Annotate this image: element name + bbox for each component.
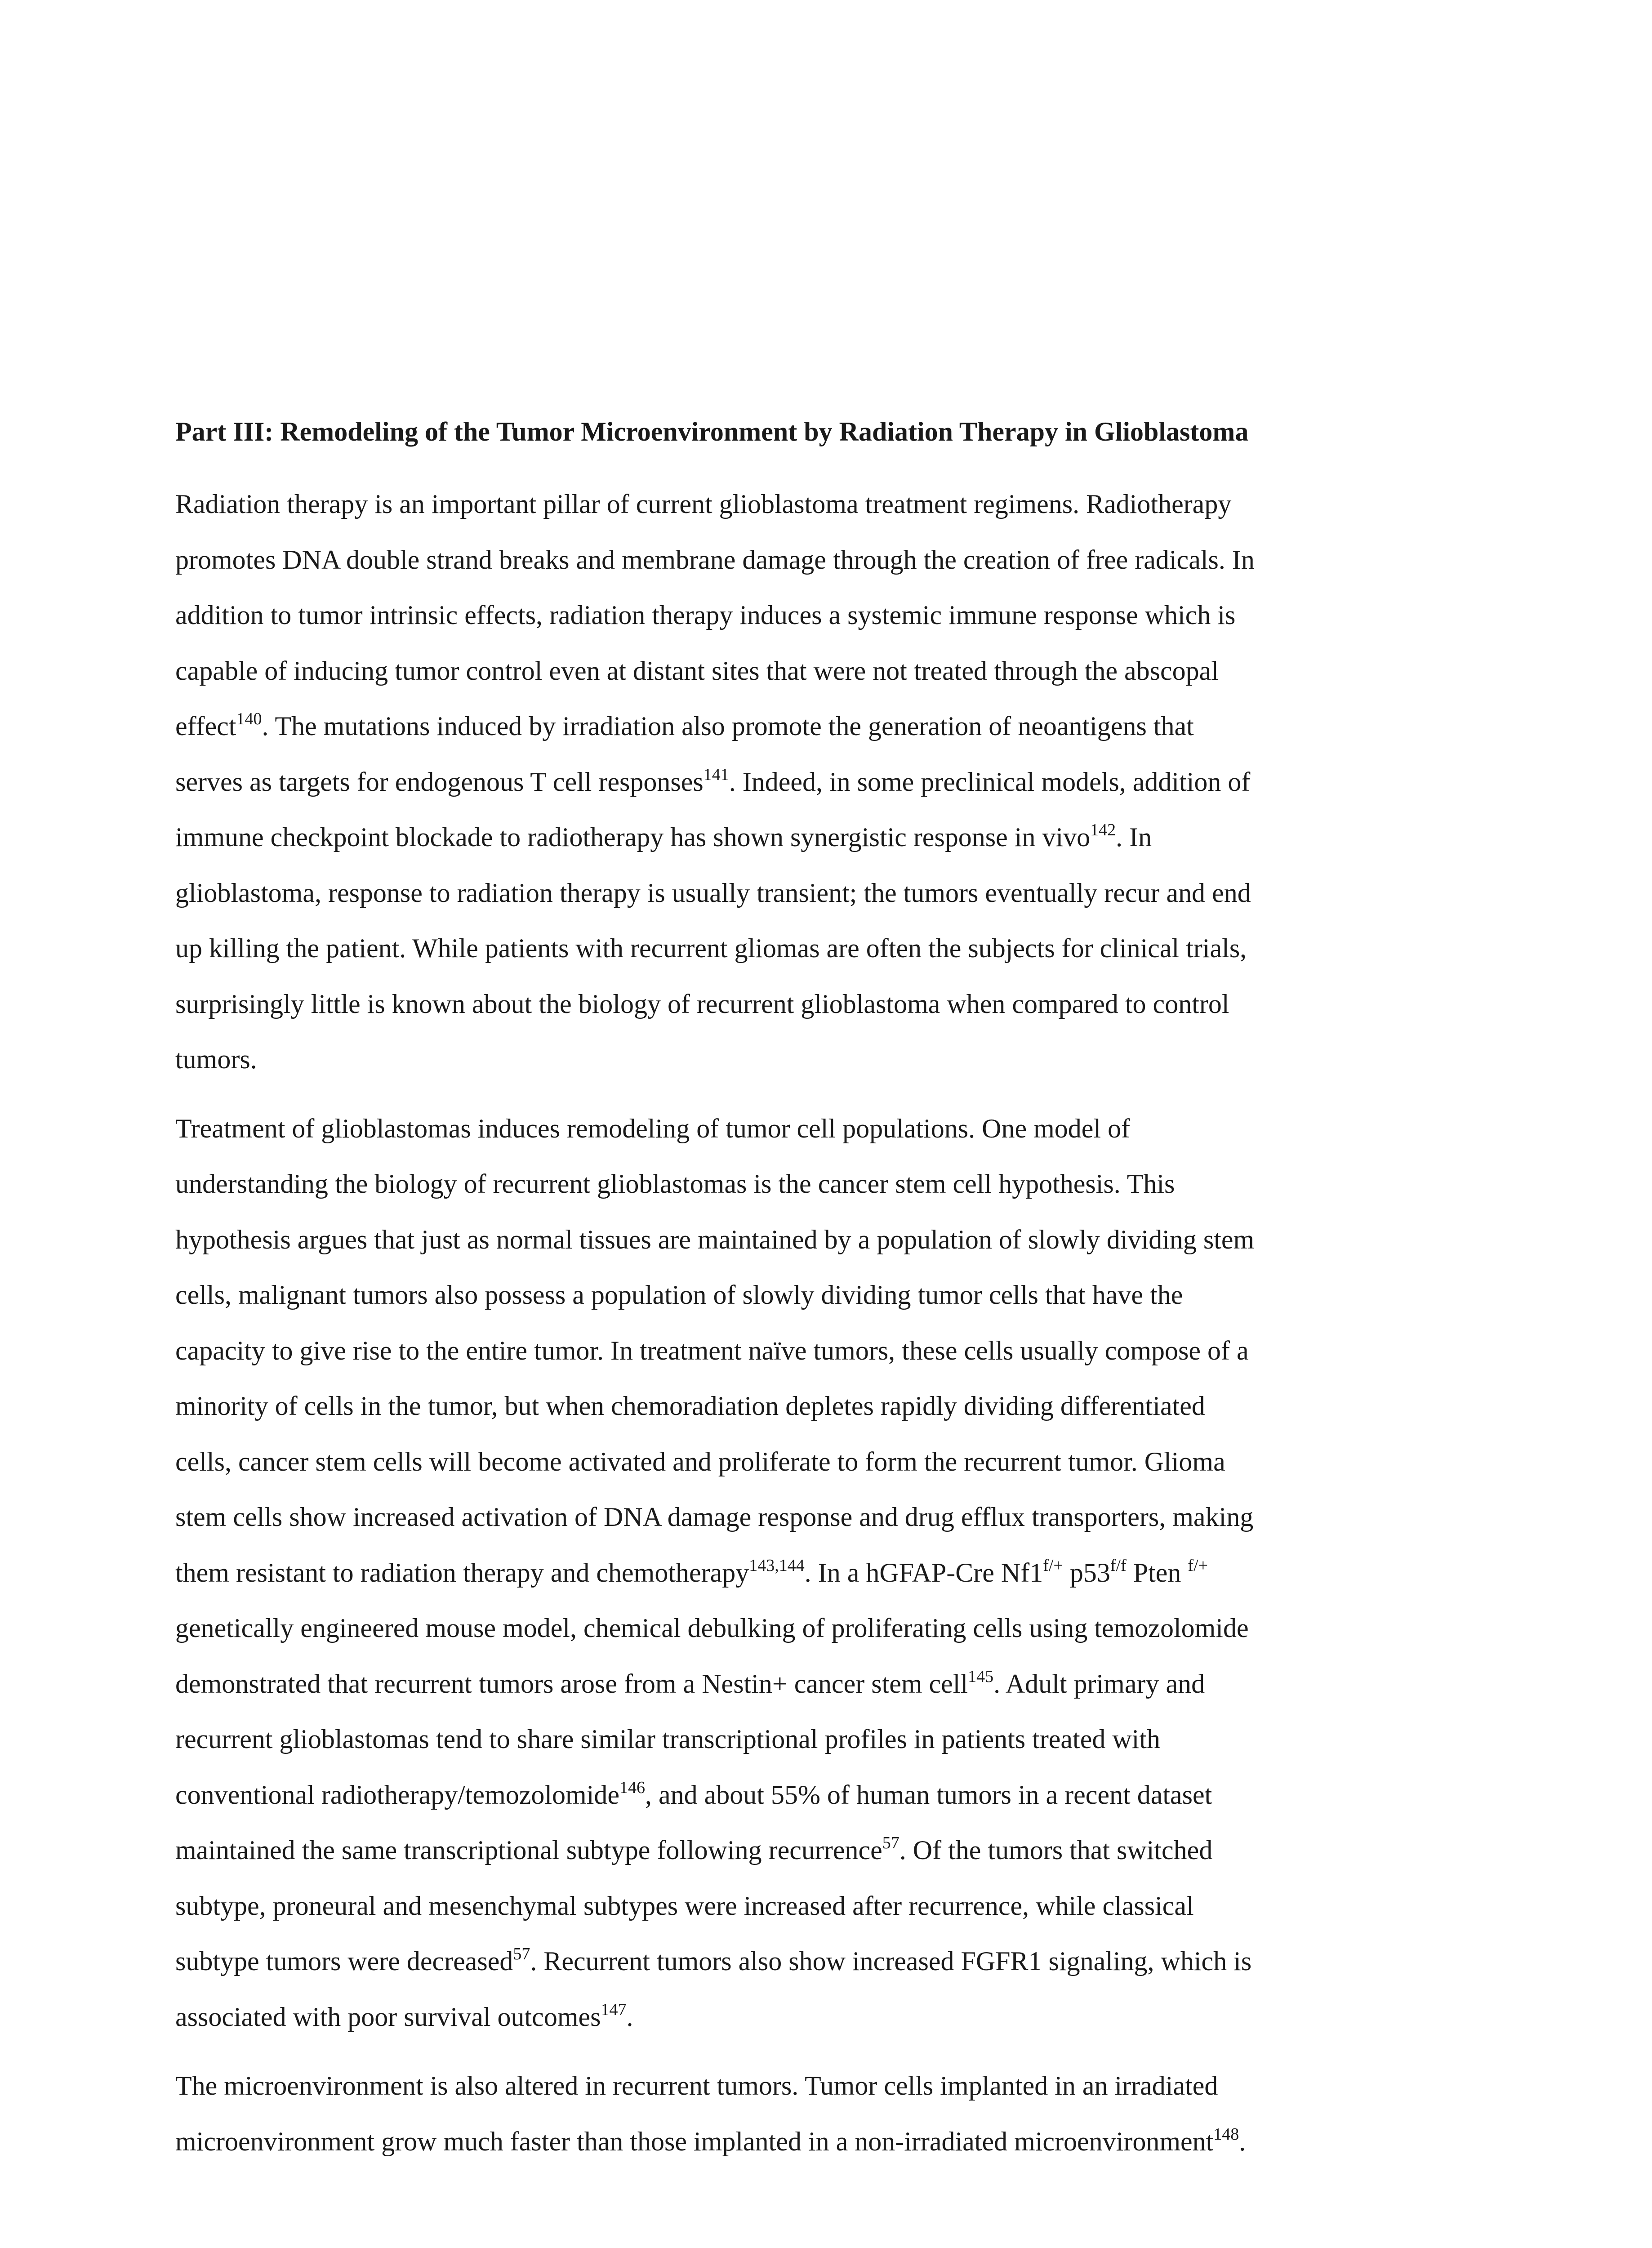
citation-superscript: 146: [619, 1778, 646, 1797]
text-line: [175, 1434, 1490, 1490]
text-run: .: [1239, 2126, 1246, 2156]
text-run: Treatment of glioblastomas induces remodeling of tumor cell populations. One model of: [175, 1113, 1131, 1143]
text-line: [175, 1156, 1490, 1212]
text-run: . Adult primary and: [993, 1668, 1205, 1699]
text-line: [175, 1378, 1490, 1434]
text-run: genetically engineered mouse model, chemical debulking of proliferating cells using temozolomide: [175, 1613, 1249, 1643]
text-line: [175, 1212, 1490, 1268]
text-line: [175, 1767, 1490, 1823]
text-run: capacity to give rise to the entire tumor. In treatment naïve tumors, these cells usually compose of a: [175, 1335, 1249, 1365]
text-run: stem cells show increased activation of DNA damage response and drug efflux transporters, making: [175, 1502, 1254, 1532]
text-run: addition to tumor intrinsic effects, radiation therapy induces a systemic immune response which is: [175, 600, 1236, 630]
text-run: promotes DNA double strand breaks and membrane damage through the creation of free radicals. In: [175, 544, 1255, 575]
text-line: [175, 1323, 1490, 1379]
text-line: [175, 1712, 1490, 1767]
text-run: recurrent glioblastomas tend to share similar transcriptional profiles in patients treated with: [175, 1724, 1161, 1754]
text-run: . In a hGFAP-Cre Nf1: [804, 1557, 1043, 1588]
citation-superscript: 145: [968, 1667, 994, 1686]
text-line: [175, 588, 1490, 643]
text-line: [175, 1601, 1490, 1656]
text-run: Radiation therapy is an important pillar of current glioblastoma treatment regimens. Radiotherapy: [175, 489, 1232, 519]
citation-superscript: 57: [882, 1833, 899, 1852]
citation-superscript: 142: [1090, 821, 1116, 839]
text-run: . The mutations induced by irradiation also promote the generation of neoantigens that: [262, 711, 1194, 741]
paragraphs-container: [175, 477, 1490, 2169]
text-line: [175, 977, 1490, 1032]
text-run: demonstrated that recurrent tumors arose from a Nestin+ cancer stem cell: [175, 1668, 968, 1699]
text-run: effect: [175, 711, 236, 741]
paragraph: [175, 2058, 1490, 2169]
citation-superscript: f/+: [1043, 1556, 1063, 1575]
text-line: [175, 1545, 1490, 1601]
text-run: , and about 55% of human tumors in a recent dataset: [645, 1780, 1212, 1810]
text-run: Pten: [1126, 1557, 1188, 1588]
paragraph: [175, 477, 1490, 1088]
text-run: understanding the biology of recurrent glioblastomas is the cancer stem cell hypothesis. This: [175, 1169, 1175, 1199]
text-run: minority of cells in the tumor, but when chemoradiation depletes rapidly dividing differentiated: [175, 1391, 1205, 1421]
text-run: subtype tumors were decreased: [175, 1946, 513, 1976]
text-line: [175, 865, 1490, 921]
citation-superscript: 143,144: [749, 1556, 805, 1575]
text-line: [175, 2058, 1490, 2114]
text-run: maintained the same transcriptional subtype following recurrence: [175, 1835, 882, 1865]
text-run: capable of inducing tumor control even at distant sites that were not treated through the abscopal: [175, 656, 1219, 686]
text-run: them resistant to radiation therapy and chemotherapy: [175, 1557, 749, 1588]
text-line: [175, 2114, 1490, 2170]
text-run: cells, malignant tumors also possess a population of slowly dividing tumor cells that have the: [175, 1280, 1183, 1310]
text-run: The microenvironment is also altered in recurrent tumors. Tumor cells implanted in an irradiated: [175, 2071, 1218, 2101]
text-line: [175, 921, 1490, 977]
text-line: [175, 754, 1490, 810]
body-text-column: [175, 414, 1490, 2183]
text-run: glioblastoma, response to radiation therapy is usually transient; the tumors eventually recur and end: [175, 878, 1251, 908]
paragraph: [175, 1101, 1490, 2045]
text-line: [175, 1490, 1490, 1545]
text-line: [175, 477, 1490, 532]
text-run: . Recurrent tumors also show increased FGFR1 signaling, which is: [530, 1946, 1252, 1976]
text-line: [175, 1656, 1490, 1712]
text-line: [175, 1267, 1490, 1323]
text-run: cells, cancer stem cells will become activated and proliferate to form the recurrent tumor. Glioma: [175, 1446, 1225, 1476]
text-run: serves as targets for endogenous T cell responses: [175, 767, 704, 797]
text-run: up killing the patient. While patients with recurrent gliomas are often the subjects for clinical trials,: [175, 933, 1247, 963]
text-run: immune checkpoint blockade to radiotherapy has shown synergistic response in vivo: [175, 822, 1091, 852]
citation-superscript: f/+: [1188, 1556, 1208, 1575]
text-run: . In: [1116, 822, 1152, 852]
text-line: [175, 1878, 1490, 1934]
citation-superscript: f/f: [1110, 1556, 1127, 1575]
text-line: [175, 810, 1490, 865]
text-run: .: [626, 2002, 633, 2032]
text-run: . Of the tumors that switched: [899, 1835, 1213, 1865]
text-line: [175, 643, 1490, 699]
text-run: hypothesis argues that just as normal tissues are maintained by a population of slowly dividing stem: [175, 1224, 1255, 1254]
citation-superscript: 57: [513, 1945, 530, 1963]
citation-superscript: 141: [703, 765, 729, 784]
citation-superscript: 148: [1213, 2124, 1239, 2144]
text-line: [175, 1934, 1490, 1989]
text-line: [175, 1823, 1490, 1878]
text-line: [175, 1989, 1490, 2045]
text-run: surprisingly little is known about the biology of recurrent glioblastoma when compared to control: [175, 989, 1229, 1019]
text-line: [175, 1101, 1490, 1157]
citation-superscript: 147: [601, 2000, 627, 2019]
text-run: microenvironment grow much faster than those implanted in a non-irradiated microenvironment: [175, 2126, 1214, 2156]
text-line: [175, 699, 1490, 754]
text-run: p53: [1063, 1557, 1110, 1588]
text-run: subtype, proneural and mesenchymal subtypes were increased after recurrence, while classical: [175, 1891, 1194, 1921]
text-run: conventional radiotherapy/temozolomide: [175, 1780, 620, 1810]
citation-superscript: 140: [236, 709, 262, 728]
text-line: [175, 532, 1490, 588]
section-heading: Part III: Remodeling of the Tumor Microenvironment by Radiation Therapy in Glioblastoma: [175, 417, 1249, 446]
text-run: associated with poor survival outcomes: [175, 2002, 601, 2032]
text-line: [175, 1032, 1490, 1088]
text-run: tumors.: [175, 1044, 257, 1074]
text-run: . Indeed, in some preclinical models, addition of: [729, 767, 1251, 797]
